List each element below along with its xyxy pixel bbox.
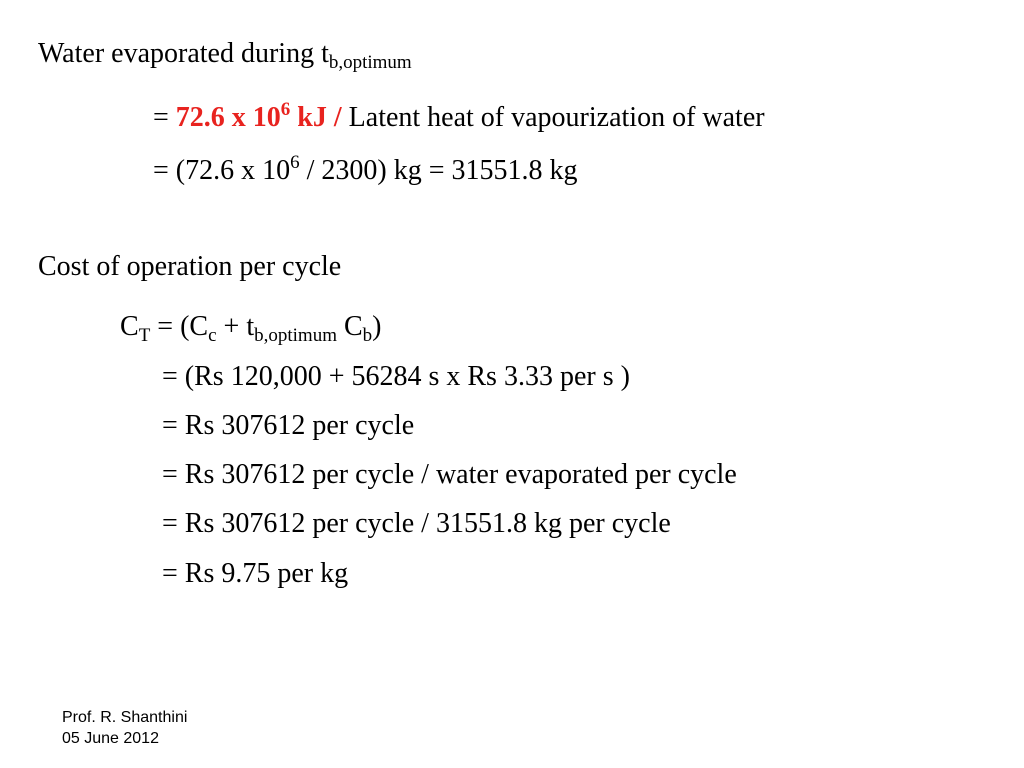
formula-open-cc: = (C bbox=[150, 311, 209, 342]
footer bbox=[62, 707, 187, 749]
subscript-t: T bbox=[138, 325, 151, 346]
mass-equation-line bbox=[153, 153, 578, 185]
formula-c: C bbox=[120, 311, 139, 342]
mass-equation-part-b: / 2300) kg = 31551.8 kg bbox=[299, 155, 578, 186]
mass-equation-part-a: = (72.6 x 10 bbox=[153, 155, 291, 186]
subscript-c: c bbox=[208, 325, 217, 346]
formula-cb: C bbox=[336, 311, 363, 342]
footer-author: Prof. R. Shanthini bbox=[62, 709, 188, 726]
cost-per-kg-result-line: = Rs 9.75 per kg bbox=[162, 558, 349, 589]
energy-value-highlight bbox=[175, 99, 349, 133]
b-optimum-subscript: b,optimum bbox=[328, 52, 412, 73]
footer-date: 05 June 2012 bbox=[62, 730, 159, 747]
water-evaporated-heading bbox=[38, 40, 412, 72]
water-evaporated-text: Water evaporated during t bbox=[38, 38, 329, 69]
energy-exponent: 6 bbox=[280, 99, 291, 120]
subscript-b-optimum: b,optimum bbox=[254, 325, 337, 346]
cost-formula-line bbox=[120, 313, 382, 345]
cost-per-water-line: = Rs 307612 per cycle / water evaporated per cycle bbox=[162, 459, 737, 490]
formula-close: ) bbox=[372, 311, 382, 342]
cost-per-kg-fraction-line: = Rs 307612 per cycle / 31551.8 kg per cycle bbox=[162, 508, 671, 539]
energy-unit: kJ / bbox=[290, 102, 349, 133]
energy-mantissa: 72.6 x 10 bbox=[175, 102, 281, 133]
equals-sign: = bbox=[153, 102, 176, 133]
mass-exponent: 6 bbox=[290, 152, 300, 173]
cost-substitution-line: = (Rs 120,000 + 56284 s x Rs 3.33 per s ) bbox=[162, 361, 630, 392]
energy-equation-line bbox=[153, 100, 765, 132]
cost-per-cycle-line: = Rs 307612 per cycle bbox=[162, 410, 415, 441]
subscript-b: b bbox=[362, 325, 373, 346]
cost-heading: Cost of operation per cycle bbox=[38, 251, 342, 282]
formula-plus-t: + t bbox=[216, 311, 255, 342]
latent-heat-text: Latent heat of vapourization of water bbox=[348, 102, 765, 133]
